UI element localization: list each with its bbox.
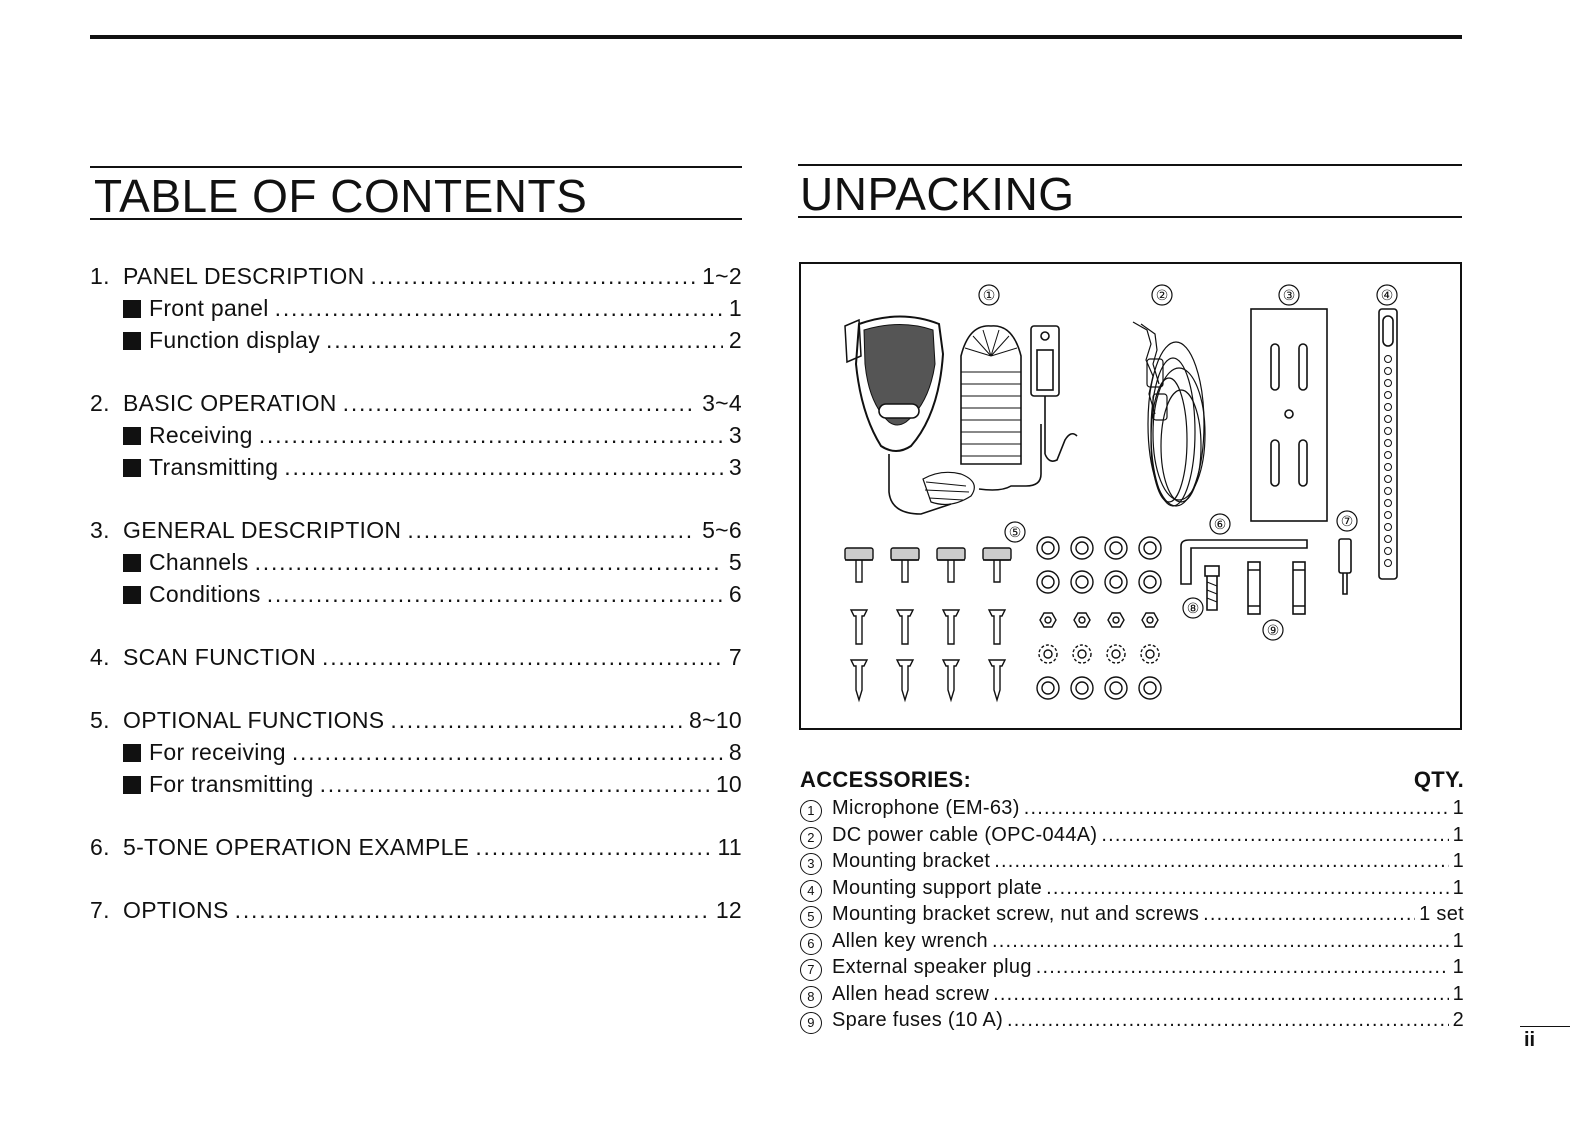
label-2 <box>1152 285 1172 305</box>
toc-group <box>90 260 742 356</box>
toc-subentry-page: 8 <box>728 739 742 765</box>
toc-entry-label: OPTIONS <box>123 897 229 923</box>
toc-entry-page: 8~10 <box>688 707 742 733</box>
accessory-qty: 1 <box>1452 876 1464 899</box>
dot-leader <box>475 831 711 863</box>
toc-group <box>90 514 742 610</box>
label-3 <box>1279 285 1299 305</box>
accessory-row <box>800 875 1464 902</box>
toc-entry-label: BASIC OPERATION <box>123 390 337 416</box>
accessory-qty: 1 <box>1452 850 1464 872</box>
dot-leader <box>993 981 1448 1008</box>
toc-subentry-page: 1 <box>728 295 742 321</box>
accessory-qty: 1 <box>1452 982 1464 1005</box>
dot-leader <box>1024 795 1449 822</box>
accessory-name: Allen key wrench <box>832 929 988 952</box>
circled-number: 3 <box>800 853 822 875</box>
accessory-qty: 1 <box>1452 956 1464 978</box>
toc-entry <box>90 641 742 673</box>
accessory-name: Mounting support plate <box>832 876 1043 899</box>
dot-leader <box>1007 1007 1449 1034</box>
toc-subentry-label: For transmitting <box>149 771 314 797</box>
accessory-row <box>800 1007 1464 1034</box>
svg-text:⑦: ⑦ <box>1340 514 1354 530</box>
toc-subentry-label: Function display <box>149 327 320 353</box>
toc-subentry <box>90 292 742 324</box>
accessories-rows <box>800 795 1464 1034</box>
svg-text:⑤: ⑤ <box>1008 525 1022 541</box>
dot-leader <box>343 387 696 419</box>
toc-entry <box>90 704 742 736</box>
dot-leader <box>275 292 723 324</box>
accessory-row <box>800 928 1464 955</box>
toc-subentry <box>90 546 742 578</box>
toc-subentry <box>90 736 742 768</box>
accessories-header <box>800 765 1464 795</box>
toc-subentry <box>90 578 742 610</box>
svg-text:⑥: ⑥ <box>1213 517 1227 533</box>
toc-subentry-page: 3 <box>728 454 742 480</box>
toc-entry <box>90 831 742 863</box>
toc-subentry-page: 10 <box>715 771 742 797</box>
dot-leader <box>1046 875 1448 902</box>
accessory-row <box>800 981 1464 1008</box>
svg-text:③: ③ <box>1282 288 1296 304</box>
toc-list <box>90 260 742 926</box>
external-speaker-plug-drawing <box>1339 539 1351 594</box>
circled-number: 7 <box>800 959 822 981</box>
toc-subentry <box>90 768 742 800</box>
accessory-name: Mounting bracket <box>832 850 991 872</box>
toc-entry-number: 2. <box>90 390 110 416</box>
circled-number: 9 <box>800 1012 822 1034</box>
dot-leader <box>992 928 1449 955</box>
accessory-row <box>800 954 1464 981</box>
toc-entry-page: 1~2 <box>702 263 742 289</box>
svg-text:②: ② <box>1155 288 1169 304</box>
accessory-name: DC power cable (OPC-044A) <box>832 823 1098 846</box>
toc-subentry-label: Receiving <box>149 422 253 448</box>
svg-text:④: ④ <box>1380 288 1394 304</box>
accessories-illustration <box>799 262 1462 730</box>
toc-entry-page: 3~4 <box>702 390 742 416</box>
toc-entry-number: 1. <box>90 263 110 289</box>
toc-subentry-label: Channels <box>149 549 249 575</box>
toc-entry-label: OPTIONAL FUNCTIONS <box>123 707 385 733</box>
toc-entry-label: 5-TONE OPERATION EXAMPLE <box>123 834 470 860</box>
dot-leader <box>255 546 723 578</box>
svg-text:⑧: ⑧ <box>1186 601 1200 617</box>
toc-entry-page: 5~6 <box>702 517 742 543</box>
accessory-qty: 1 <box>1452 797 1464 819</box>
toc-entry-label: SCAN FUNCTION <box>123 644 317 670</box>
toc-title: TABLE OF CONTENTS <box>90 166 742 220</box>
toc-entry <box>90 514 742 546</box>
toc-group <box>90 831 742 863</box>
circled-number: 2 <box>800 827 822 849</box>
unpacking-title: UNPACKING <box>798 164 1462 218</box>
circled-number: 4 <box>800 880 822 902</box>
dot-leader <box>267 578 723 610</box>
label-9 <box>1263 620 1283 640</box>
dc-power-cable-drawing <box>1133 322 1205 506</box>
accessory-name: External speaker plug <box>832 956 1032 978</box>
accessory-qty: 1 set <box>1419 903 1464 925</box>
toc-subentry <box>90 451 742 483</box>
dot-leader <box>320 768 710 800</box>
label-1 <box>979 285 999 305</box>
toc-entry-label: PANEL DESCRIPTION <box>123 263 365 289</box>
table-of-contents <box>90 166 742 926</box>
toc-entry <box>90 387 742 419</box>
qty-heading: QTY. <box>1413 767 1464 792</box>
dot-leader <box>235 894 710 926</box>
dot-leader <box>326 324 723 356</box>
dot-leader <box>284 451 723 483</box>
dot-leader <box>407 514 696 546</box>
dot-leader <box>1101 822 1448 849</box>
dot-leader <box>292 736 723 768</box>
toc-entry-number: 4. <box>90 644 110 670</box>
toc-subentry <box>90 324 742 356</box>
bullet-square-icon <box>123 554 141 572</box>
toc-entry-page: 11 <box>717 834 742 860</box>
bullet-square-icon <box>123 300 141 318</box>
allen-head-screw-drawing <box>1205 566 1219 610</box>
circled-number: 8 <box>800 986 822 1008</box>
toc-subentry-label: For receiving <box>149 739 286 765</box>
toc-entry-number: 3. <box>90 517 110 543</box>
dot-leader <box>371 260 697 292</box>
circled-number: 6 <box>800 933 822 955</box>
label-7 <box>1337 511 1357 531</box>
dot-leader <box>994 848 1448 875</box>
toc-entry-number: 5. <box>90 707 110 733</box>
dot-leader <box>322 641 723 673</box>
label-5 <box>1005 522 1025 542</box>
dot-leader <box>1203 901 1415 928</box>
label-4 <box>1377 285 1397 305</box>
circled-number: 1 <box>800 800 822 822</box>
microphone-drawing <box>845 317 1077 515</box>
top-rule <box>90 35 1462 39</box>
toc-entry-number: 7. <box>90 897 110 923</box>
bullet-square-icon <box>123 427 141 445</box>
accessory-name: Spare fuses (10 A) <box>832 1009 1004 1031</box>
accessory-name: Allen head screw <box>832 982 990 1005</box>
accessories-list <box>800 765 1464 1034</box>
allen-key-wrench-drawing <box>1181 540 1307 584</box>
toc-subentry-page: 6 <box>728 581 742 607</box>
unpacking-section <box>798 164 1462 218</box>
dot-leader <box>259 419 723 451</box>
circled-number: 5 <box>800 906 822 928</box>
toc-entry-page: 7 <box>728 644 742 670</box>
mounting-bracket-drawing <box>1251 309 1327 521</box>
toc-group <box>90 641 742 673</box>
toc-subentry-page: 3 <box>728 422 742 448</box>
accessory-qty: 2 <box>1452 1009 1464 1031</box>
accessory-row <box>800 822 1464 849</box>
svg-text:⑨: ⑨ <box>1266 623 1280 639</box>
toc-subentry <box>90 419 742 451</box>
toc-subentry-page: 5 <box>728 549 742 575</box>
toc-subentry-label: Transmitting <box>149 454 279 480</box>
toc-entry-page: 12 <box>715 897 742 923</box>
toc-entry <box>90 260 742 292</box>
toc-entry <box>90 894 742 926</box>
accessory-name: Microphone (EM-63) <box>832 797 1020 819</box>
spare-fuses-drawing <box>1248 562 1305 614</box>
toc-group <box>90 704 742 800</box>
bullet-square-icon <box>123 332 141 350</box>
accessory-row <box>800 901 1464 928</box>
dot-leader <box>390 704 683 736</box>
accessory-qty: 1 <box>1452 929 1464 952</box>
accessory-row <box>800 848 1464 875</box>
toc-entry-label: GENERAL DESCRIPTION <box>123 517 402 543</box>
toc-subentry-page: 2 <box>728 327 742 353</box>
page-number: ii <box>1520 1026 1570 1052</box>
bullet-square-icon <box>123 459 141 477</box>
nuts-washers-drawing <box>1037 537 1161 699</box>
toc-group <box>90 387 742 483</box>
toc-group <box>90 894 742 926</box>
accessory-qty: 1 <box>1452 823 1464 846</box>
mounting-screws-drawing <box>845 548 1011 700</box>
svg-text:①: ① <box>982 288 996 304</box>
label-8 <box>1183 598 1203 618</box>
dot-leader <box>1036 954 1449 981</box>
toc-subentry-label: Front panel <box>149 295 269 321</box>
accessory-row <box>800 795 1464 822</box>
label-6 <box>1210 514 1230 534</box>
bullet-square-icon <box>123 586 141 604</box>
bullet-square-icon <box>123 744 141 762</box>
bullet-square-icon <box>123 776 141 794</box>
mounting-support-plate-drawing <box>1379 309 1397 579</box>
toc-subentry-label: Conditions <box>149 581 261 607</box>
accessories-heading: ACCESSORIES: <box>800 767 972 792</box>
accessory-name: Mounting bracket screw, nut and screws <box>832 903 1200 925</box>
toc-entry-number: 6. <box>90 834 110 860</box>
